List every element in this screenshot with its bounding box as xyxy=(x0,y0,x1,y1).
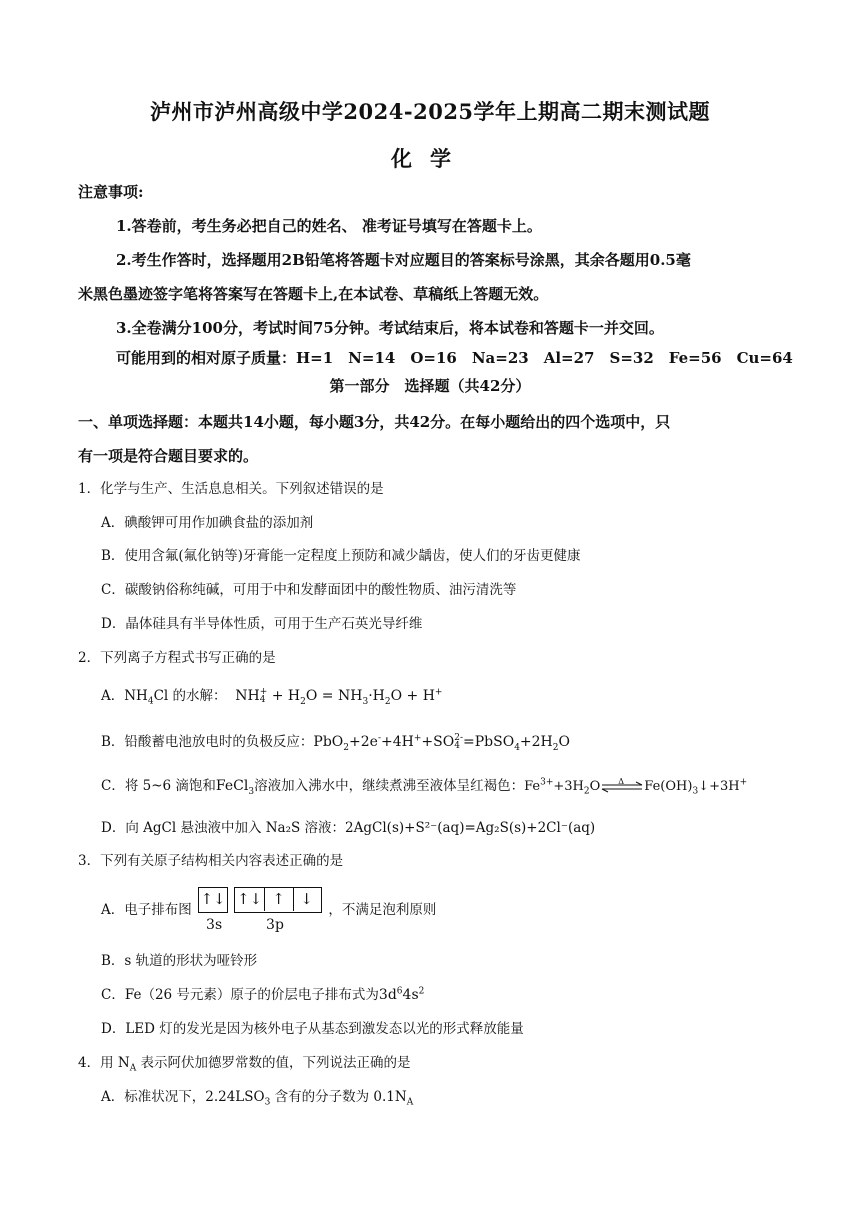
q3-a-suffix: ，不满足泡利原则 xyxy=(328,902,437,918)
q1-option-a: A．碘酸钾可用作加碘食盐的添加剂 xyxy=(101,515,314,531)
q3-option-d: D．LED 灯的发光是因为核外电子从基态到激发态以光的形式释放能量 xyxy=(101,1021,524,1037)
q2-option-d: D．向 AgCl 悬浊液中加入 Na₂S 溶液：2AgCl(s)+S²⁻(aq)=Ag₂S(s)+2Cl⁻(aq) xyxy=(101,820,596,836)
q2-option-a: A．$NH_4Cl$ 的水解： NH + 4 + $H_2O = NH_3\cdot H_2O + H^+$ xyxy=(101,687,443,707)
label-3s: 3s xyxy=(206,916,223,933)
q3-stem: 3．下列有关原子结构相关内容表述正确的是 xyxy=(78,853,344,869)
q4-stem-prefix: 4．用 N xyxy=(78,1055,130,1071)
q3-c-prefix: C．Fe（26 号元素）原子的价层电子排布式为 xyxy=(101,987,379,1003)
section-one-line-a: 一、单项选择题：本题共14小题，每小题3分，共42分。在每小题给出的四个选项中，只 xyxy=(78,413,671,431)
q4-a-mid: 含有的分子数为 0.1N xyxy=(270,1089,407,1105)
q3-a-prefix: A．电子排布图 xyxy=(101,902,192,918)
q1-option-c: C．碳酸钠俗称纯碱，可用于中和发酵面团中的酸性物质、油污清洗等 xyxy=(101,582,517,598)
notice-heading: 注意事项: xyxy=(78,183,144,201)
orbital-3s-box: ↑↓ xyxy=(198,887,228,913)
subject-title: 化学 xyxy=(391,146,469,171)
q1-option-d: D．晶体硅具有半导体性质，可用于生产石英光导纤维 xyxy=(101,616,423,632)
q2-option-b: B．铅酸蓄电池放电时的负极反应：PbO$_2$+2e-+4H++SO 2- 4 $=PbSO_4+2H_2O$ xyxy=(101,733,570,753)
q4-stem: 4．用 $N_A$ 表示阿伏加德罗常数的值，下列说法正确的是 xyxy=(78,1055,411,1074)
q4-a-prefix: A．标准状况下，2.24LSO xyxy=(101,1089,265,1105)
electron-orbital-diagram xyxy=(196,889,324,933)
q1-option-b: B．使用含氟(氟化钠等)牙膏能一定程度上预防和减少龋齿，使人们的牙齿更健康 xyxy=(101,548,581,564)
exam-title: 泸州市泸州高级中学2024-2025学年上期高二期末测试题 xyxy=(149,99,711,124)
q2-stem: 2．下列离子方程式书写正确的是 xyxy=(78,650,276,666)
orbital-3p-group: ↑↓ ↑ ↓ xyxy=(234,887,322,913)
q4-option-a: A．标准状况下，$2.24LSO_3$ 含有的分子数为 $0.1N_A$ xyxy=(101,1089,414,1108)
notice-item-2a: 2.考生作答时，选择题用2B铅笔将答题卡对应题目的答案标号涂黑，其余各题用0.5毫 xyxy=(116,251,691,269)
q2-c-mid: 溶液加入沸水中，继续煮沸至液体呈红褐色： xyxy=(254,778,525,794)
q4-stem-suffix: 表示阿伏加德罗常数的值，下列说法正确的是 xyxy=(136,1055,411,1071)
q2-a-prefix: A．NH xyxy=(101,688,148,704)
atomic-masses: 可能用到的相对原子质量：H=1 N=14 O=16 Na=23 Al=27 S=32 Fe=56 Cu=64 xyxy=(116,349,793,367)
notice-item-3: 3.全卷满分100分，考试时间75分钟。考试结束后，将本试卷和答题卡一并交回。 xyxy=(116,319,664,337)
notice-item-1: 1.答卷前，考生务必把自己的姓名、 准考证号填写在答题卡上。 xyxy=(116,217,542,235)
part-one-heading: 第一部分 选择题（共42分） xyxy=(329,377,531,395)
q2-option-c: C．将 5~6 滴饱和FeCl$_3$溶液加入沸水中，继续煮沸至液体呈红褐色：$Fe^{3+}+3H_2O$ Δ $Fe(OH)_3↓+3H^+$ xyxy=(101,776,748,797)
section-one-line-b: 有一项是符合题目要求的。 xyxy=(78,447,259,465)
q2-c-prefix: C．将 5~6 滴饱和 xyxy=(101,778,216,794)
q3-option-c: C．Fe（26 号元素）原子的价层电子排布式为$3d^64s^2$ xyxy=(101,986,425,1003)
q2-b-prefix: B．铅酸蓄电池放电时的负极反应： xyxy=(101,734,314,750)
q3-option-a xyxy=(101,889,811,933)
label-3p: 3p xyxy=(266,916,284,933)
q1-stem: 1．化学与生产、生活息息相关。下列叙述错误的是 xyxy=(78,481,384,497)
q3-option-b: B．s 轨道的形状为哑铃形 xyxy=(101,953,258,969)
reversible-arrow-icon xyxy=(600,781,644,793)
q2-a-mid: Cl 的水解： xyxy=(153,688,227,704)
notice-item-2b: 米黑色墨迹签字笔将答案写在答题卡上,在本试卷、草稿纸上答题无效。 xyxy=(78,285,549,303)
